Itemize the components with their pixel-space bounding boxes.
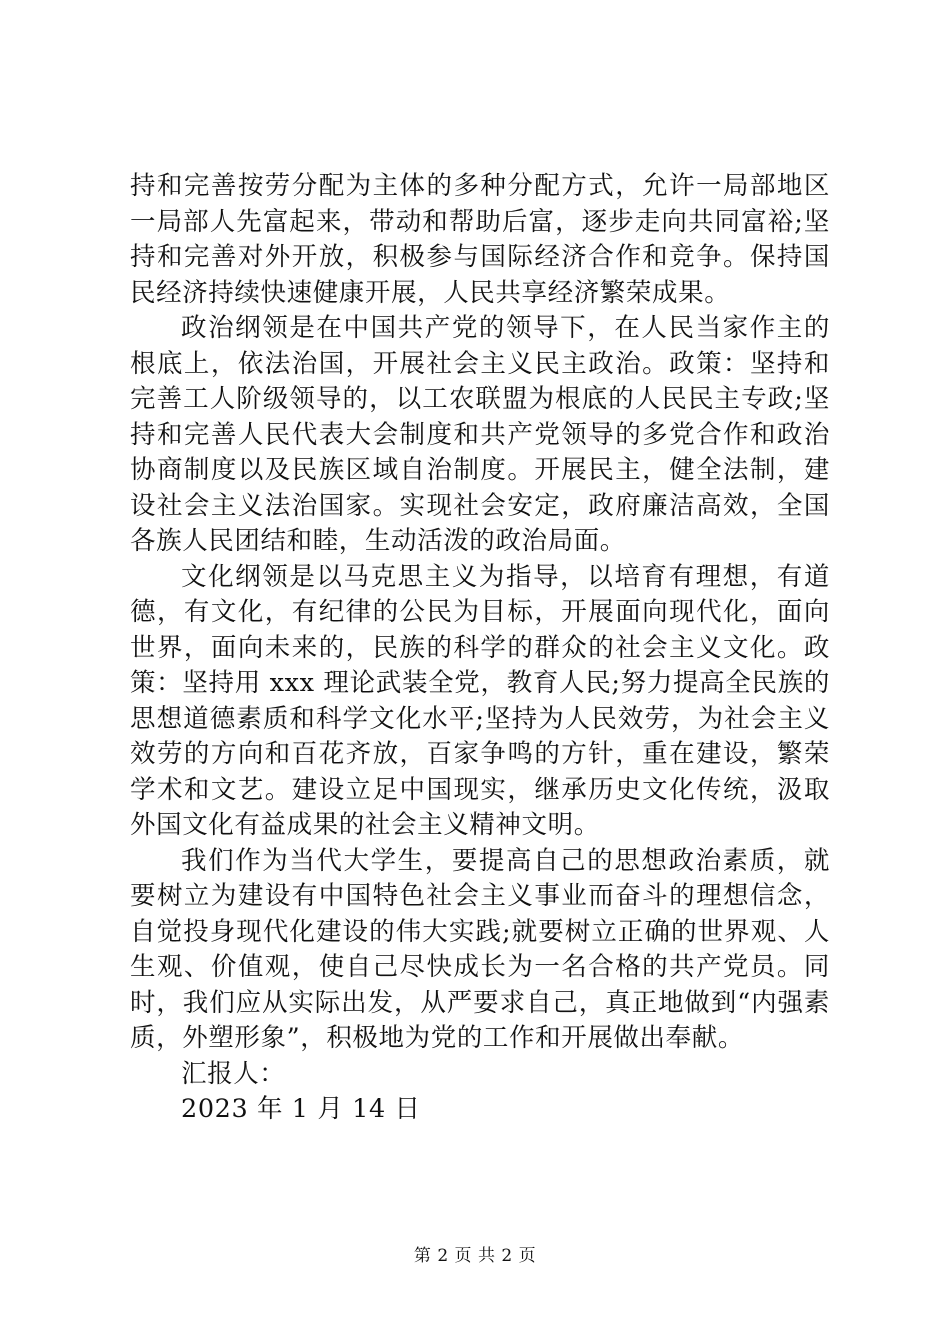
report-date: 2023 年 1 月 14 日 [181,1094,421,1124]
paragraph-student-reflection: 我们作为当代大学生，要提高自己的思想政治素质，就要树立为建设有中国特色社会主义事业而奋斗的理想信念，自觉投身现代化建设的伟大实践;就要树立正确的世界观、人生观、价值观，使自己尽快成长为一名合格的共产党员。同时，我们应从实际出发，从严要求自己，真正地做到“内强素质，外塑形象”，积极地为党的工作和开展做出奉献。 [130,845,830,1053]
page-footer [0,1245,950,1267]
reporter-label: 汇报人： [181,1058,286,1089]
paragraph-political-program: 政治纲领是在中国共产党的领导下，在人民当家作主的根底上，依法治国，开展社会主义民主政治。政策：坚持和完善工人阶级领导的，以工农联盟为根底的人民民主专政;坚持和完善人民代表大会制度和共产党领导的多党合作和政治协商制度以及民族区域自治制度。开展民主，健全法制，建设社会主义法治国家。实现社会安定，政府廉洁高效，全国各族人民团结和睦，生动活泼的政治局面。 [130,313,830,556]
paragraph-economic-continued: 持和完善按劳分配为主体的多种分配方式，允许一局部地区一局部人先富起来，带动和帮助后富，逐步走向共同富裕;坚持和完善对外开放，积极参与国际经济合作和竞争。保持国民经济持续快速健康开展，人民共享经济繁荣成果。 [130,171,830,308]
document-body [130,169,830,1128]
page-number-indicator: 第 2 页 共 2 页 [413,1246,537,1266]
paragraph-cultural-program: 文化纲领是以马克思主义为指导，以培育有理想，有道德，有文化，有纪律的公民为目标，开展面向现代化，面向世界，面向未来的，民族的科学的群众的社会主义文化。政策：坚持用 xxx 理论武装全党，教育人民;努力提高全民族的思想道德素质和科学文化水平;坚持为人民效劳，为社会主义效劳的方向和百花齐放，百家争鸣的方针，重在建设，繁荣学术和文艺。建设立足中国现实，继承历史文化传统，汲取外国文化有益成果的社会主义精神文明。 [130,561,830,840]
